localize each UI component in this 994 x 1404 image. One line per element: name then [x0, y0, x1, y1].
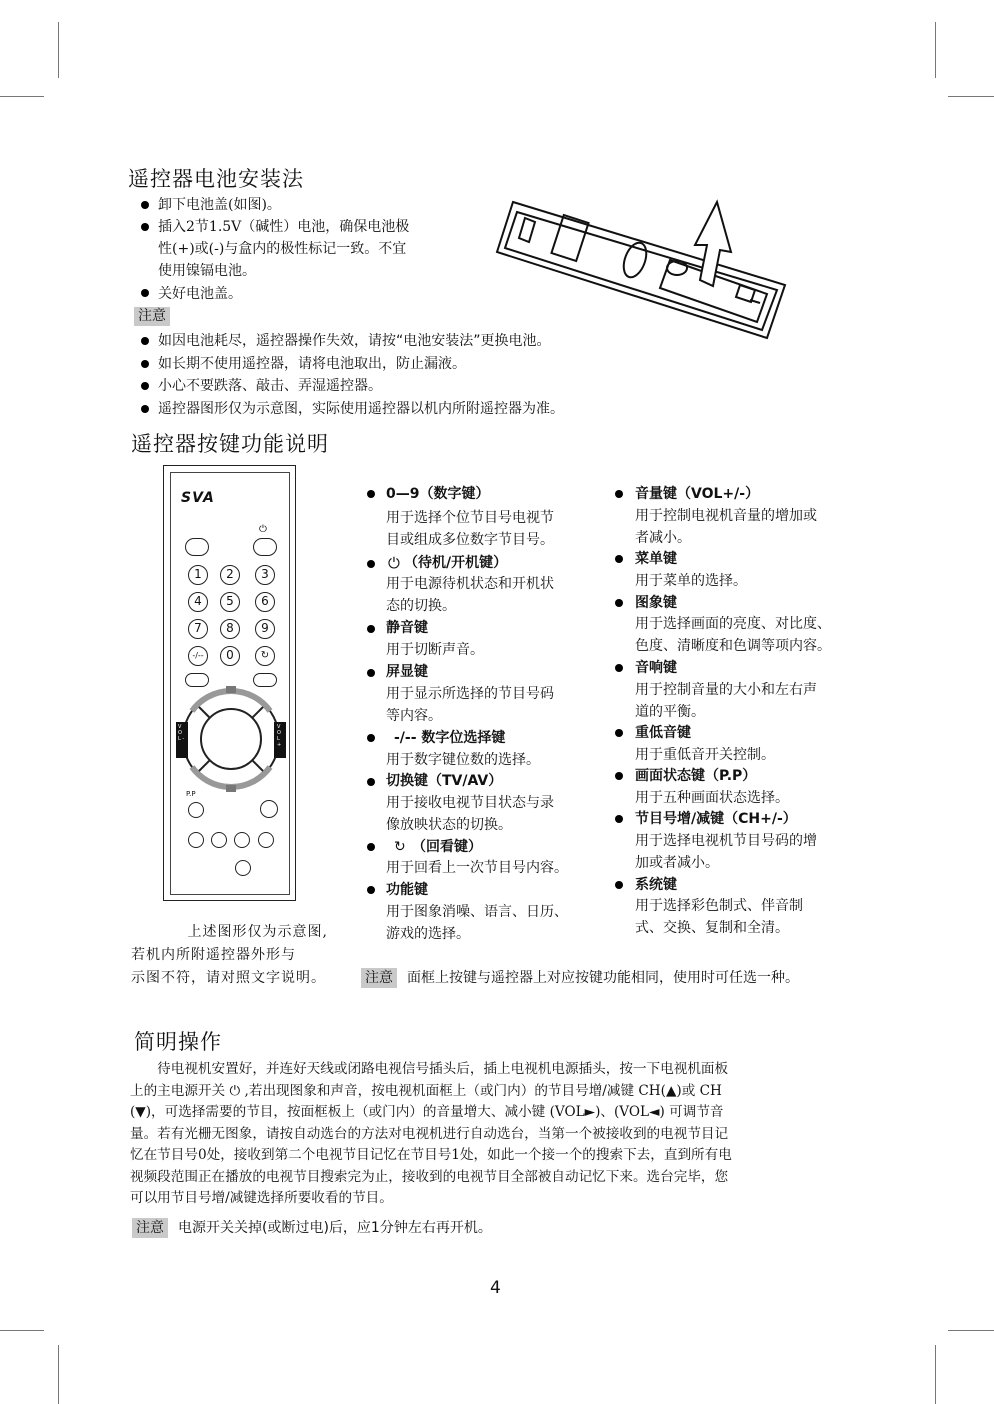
digit-7-button[interactable]: 7 [188, 619, 208, 639]
function-desc: 道的平衡。 [635, 704, 705, 720]
bullet [367, 778, 375, 786]
function-title: 节目号增/减键（CH+/-） [635, 811, 797, 827]
bullet [615, 555, 623, 563]
bass-button[interactable] [234, 832, 250, 848]
bullet [615, 490, 623, 498]
function-desc: 等内容。 [386, 708, 442, 724]
pp-label: P.P [186, 790, 196, 798]
function-button[interactable] [185, 538, 209, 556]
tv-av-button[interactable] [258, 832, 274, 848]
function-desc: 态的切换。 [386, 598, 456, 614]
operation-section-title: 简明操作 [134, 1030, 222, 1054]
note-label: 注意 [134, 307, 170, 326]
function-desc: 用于控制电视机音量的增加或 [635, 508, 817, 524]
function-desc: 式、交换、复制和全清。 [635, 920, 789, 936]
function-desc: 用于选择个位节目号电视节 [386, 510, 554, 526]
system-button[interactable] [235, 860, 251, 876]
operation-paragraph [130, 1059, 860, 1210]
digit-1-button[interactable]: 1 [188, 565, 208, 585]
bullet [367, 843, 375, 851]
bullet [615, 772, 623, 780]
bullet [367, 560, 375, 568]
navigation-ring[interactable] [176, 684, 286, 794]
arrow-icon [695, 202, 731, 286]
remote-back-body [497, 202, 785, 338]
pp-button[interactable] [188, 802, 204, 818]
battery-step: 使用镍镉电池。 [158, 263, 256, 279]
function-desc: 目或组成多位数字节目号。 [386, 532, 554, 548]
paragraph-line: 上的主电源开关 ⏻ ,若出现图象和声音，按电视机面框上（或门内）的节目号增/减键 CH(▲)或 CH [130, 1082, 722, 1099]
function-title: 音响键 [635, 660, 677, 676]
crop-mark [0, 96, 44, 97]
battery-note: 遥控器图形仅为示意图，实际使用遥控器以机内所附遥控器为准。 [158, 401, 564, 417]
caption-line: 若机内所附遥控器外形与 [131, 947, 296, 963]
function-desc: 色度、清晰度和色调等项内容。 [635, 638, 831, 654]
digit-6-button[interactable]: 6 [255, 592, 275, 612]
function-desc: 用于显示所选择的节目号码 [386, 686, 554, 702]
function-desc: 用于选择电视机节目号码的增 [635, 833, 817, 849]
digit-5-button[interactable]: 5 [220, 592, 240, 612]
crop-mark [935, 22, 936, 78]
bullet [615, 664, 623, 672]
crop-mark [948, 96, 994, 97]
crop-mark [0, 1330, 44, 1331]
power-icon: ⏻ [388, 554, 400, 572]
paragraph-line: (▼)，可选择需要的节目，按面框板上（或门内）的音量增大、减小键 (VOL►)、(VOL◄) 可调节音 [130, 1104, 724, 1120]
bullet [141, 201, 149, 209]
function-title: 静音键 [386, 620, 428, 636]
battery-step: 卸下电池盖(如图)。 [158, 197, 281, 213]
bullet [367, 490, 375, 498]
digit-8-button[interactable]: 8 [220, 619, 240, 639]
caption-line: 示图不符，请对照文字说明。 [131, 970, 326, 986]
function-desc: 用于选择画面的亮度、对比度、 [635, 616, 831, 632]
function-desc: 用于菜单的选择。 [635, 573, 747, 589]
function-title: 切换键（TV/AV） [386, 773, 503, 789]
function-desc: 者减小。 [635, 530, 691, 546]
remote-caption [131, 921, 346, 990]
recall-icon: ↻ [394, 839, 406, 855]
sound-button[interactable] [211, 832, 227, 848]
bullet [141, 360, 149, 368]
digit-4-button[interactable]: 4 [188, 592, 208, 612]
crop-mark [58, 22, 59, 78]
function-desc: 像放映状态的切换。 [386, 817, 512, 833]
bullet [141, 382, 149, 390]
battery-step: 插入2节1.5V（碱性）电池，确保电池极 [158, 219, 410, 235]
power-button[interactable] [253, 538, 277, 556]
function-title: 重低音键 [635, 725, 691, 741]
function-desc: 用于控制音量的大小和左右声 [635, 682, 817, 698]
menu-button[interactable] [260, 800, 278, 818]
note-label: 注意 [361, 968, 397, 988]
remote-section-title: 遥控器按键功能说明 [131, 432, 329, 456]
function-title: -/-- 数字位选择键 [394, 730, 506, 746]
bullet [367, 669, 375, 677]
vol-minus-label: V O L - [178, 724, 185, 742]
power-icon: ⏻ [259, 524, 267, 535]
bullet [141, 337, 149, 345]
digit-3-button[interactable]: 3 [255, 565, 275, 585]
function-title: 画面状态键（P.P） [635, 768, 757, 784]
picture-button[interactable] [188, 832, 204, 848]
function-title: 0—9（数字键） [386, 486, 490, 502]
vol-plus-label: V O L + [277, 724, 282, 748]
panel-note-text: 面框上按键与遥控器上对应按键功能相同，使用时可任选一种。 [407, 970, 799, 986]
function-desc: 加或者减小。 [635, 855, 719, 871]
paragraph-line: 忆在节目号0处，接收到第二个电视节目记忆在节目号1处，如此一个接一个的搜索下去，直到所有电 [130, 1147, 732, 1163]
function-desc: 用于重低音开关控制。 [635, 747, 775, 763]
digit-9-button[interactable]: 9 [255, 619, 275, 639]
paragraph-line: 可以用节目号增/减键选择所要收看的节目。 [130, 1190, 393, 1206]
function-title: 菜单键 [635, 551, 677, 567]
caption-line: 上述图形仅为示意图, [187, 924, 328, 940]
function-desc: 用于选择彩色制式、伴音制 [635, 898, 803, 914]
battery-section-title: 遥控器电池安装法 [128, 167, 304, 191]
function-desc: 用于图象消噪、语言、日历、 [386, 904, 568, 920]
crop-mark [948, 1330, 994, 1331]
function-title: （回看键） [412, 839, 482, 855]
function-title: 系统键 [635, 877, 677, 893]
function-desc: 用于接收电视节目状态与录 [386, 795, 554, 811]
bullet [141, 405, 149, 413]
digit-2-button[interactable]: 2 [220, 565, 240, 585]
paragraph-line: 量。若有光栅无图象，请按自动选台的方法对电视机进行自动选台，当第一个被接收到的电视节目记 [130, 1125, 729, 1142]
remote-control-illustration [163, 465, 296, 901]
bullet [615, 881, 623, 889]
function-title: （待机/开机键） [404, 555, 508, 571]
bullet [141, 289, 149, 297]
brand-logo: SVA [181, 490, 215, 506]
recall-button[interactable]: ↻ [255, 646, 275, 666]
function-title: 屏显键 [386, 664, 428, 680]
power-note-text: 电源开关关掉(或断过电)后，应1分钟左右再开机。 [178, 1220, 492, 1236]
bullet [141, 223, 149, 231]
bullet [367, 886, 375, 894]
crop-mark [935, 1345, 936, 1404]
function-title: 功能键 [386, 882, 428, 898]
note-label: 注意 [132, 1218, 168, 1238]
bullet [615, 815, 623, 823]
function-desc: 用于五种画面状态选择。 [635, 790, 789, 806]
battery-step: 性(+)或(-)与盒内的极性标记一致。不宜 [158, 241, 407, 257]
battery-note: 小心不要跌落、敲击、弄湿遥控器。 [158, 378, 382, 394]
paragraph-line: 待电视机安置好，并连好天线或闭路电视信号插头后，插上电视机电源插头，按一下电视机面板 [130, 1061, 729, 1077]
function-desc: 用于回看上一次节目号内容。 [386, 860, 568, 876]
function-desc: 用于电源待机状态和开机状 [386, 576, 554, 592]
bullet [367, 734, 375, 742]
function-desc: 用于切断声音。 [386, 642, 484, 658]
bullet [615, 599, 623, 607]
function-desc: 用于数字键位数的选择。 [386, 752, 540, 768]
crop-mark [58, 1345, 59, 1404]
page-number: 4 [490, 1278, 501, 1298]
function-title: 音量键（VOL+/-） [635, 486, 760, 502]
digit-0-button[interactable]: 0 [220, 646, 240, 666]
battery-step: 关好电池盖。 [158, 286, 242, 302]
battery-note: 如长期不使用遥控器，请将电池取出，防止漏液。 [158, 356, 466, 372]
bullet [367, 625, 375, 633]
paragraph-line: 视频段范围正在播放的电视节目搜索完为止，接收到的电视节目全部被自动记忆下来。选台完毕，您 [130, 1168, 729, 1185]
battery-cover-illustration [495, 190, 795, 340]
digit-select-button[interactable]: -/-- [188, 646, 208, 666]
function-title: 图象键 [635, 595, 677, 611]
function-desc: 游戏的选择。 [386, 926, 470, 942]
bullet [615, 729, 623, 737]
battery-note: 如因电池耗尽，遥控器操作失效，请按“电池安装法”更换电池。 [158, 333, 551, 349]
